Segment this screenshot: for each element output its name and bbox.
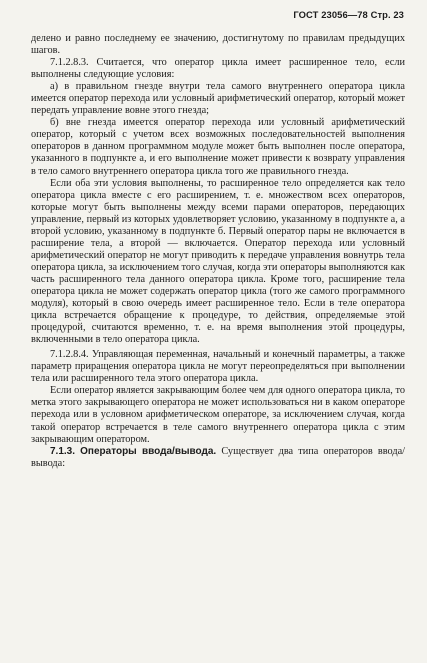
paragraph: 7.1.2.8.4. Управляющая переменная, начальный и конечный параметры, а также параметр приращения оператора цикла не могут переопределяться при выполнении тела или расширенного тела этого оператора цикла. — [31, 349, 405, 385]
section-text: Существует два типа операторов ввода/вывода: — [31, 445, 406, 469]
page-header: ГОСТ 23056—78 Стр. 23 — [293, 9, 404, 20]
section-number: 7.1.3. — [50, 445, 76, 457]
section-paragraph — [31, 446, 405, 470]
section-title: Операторы ввода/вывода. — [80, 445, 217, 457]
paragraph: Если оба эти условия выполнены, то расширенное тело определяется как тело оператора цикла вместе с его расширением, т. е. множеством всех операторов, которые могут быть выполнены между всеми парами операторов, передающих управление, первый из которых удовлетворяет условию, указанному в подпункте а, а второй условию, указанному в подпункте б. Первый оператор пары не включается в расширение тела, а второй — включается. Оператор перехода или условный арифметический оператор не могут приводить к передаче управления вовнутрь тела оператора цикла, за исключением того случая, когда эти операторы выполняются как часть расширенного тела данного оператора цикла. Кроме того, расширение тела оператора цикла не может содержать оператор цикла (того же самого программного модуля), который в свою очередь имеет расширенное тело. Если в теле оператора цикла встречается обращение к процедуре, то действия, определяемые этой процедурой, считаются временно, т. е. на время выполнения этой процедуры, включенными в тело оператора цикла. — [31, 177, 405, 346]
paragraph: 7.1.2.8.3. Считается, что оператор цикла имеет расширенное тело, если выполнены следующие условия: — [31, 57, 405, 81]
paragraph: б) вне гнезда имеется оператор перехода или условный арифметический оператор, который с учетом всех возможных последовательностей выполнения операторов в данном программном модуле может быть выполнен после оператора, указанного в подпункте а, и его выполнение может привести к возврату управления в тело самого внутреннего оператора цикла того же правильного гнезда. — [31, 117, 405, 177]
paragraph: а) в правильном гнезде внутри тела самого внутреннего оператора цикла имеется оператор перехода или условный арифметический оператор, который может передать управление вовне этого гнезда; — [31, 81, 405, 117]
document-body — [31, 33, 405, 470]
paragraph: Если оператор является закрывающим более чем для одного оператора цикла, то метка этого закрывающего оператора не может использоваться ни в каком операторе перехода или в условном арифметическом операторе, за исключением случая, когда такой оператор встречается в теле самого внутреннего оператора цикла с этим закрывающим оператором. — [31, 385, 405, 445]
paragraph: делено и равно последнему ее значению, достигнутому по правилам предыдущих шагов. — [31, 33, 405, 57]
